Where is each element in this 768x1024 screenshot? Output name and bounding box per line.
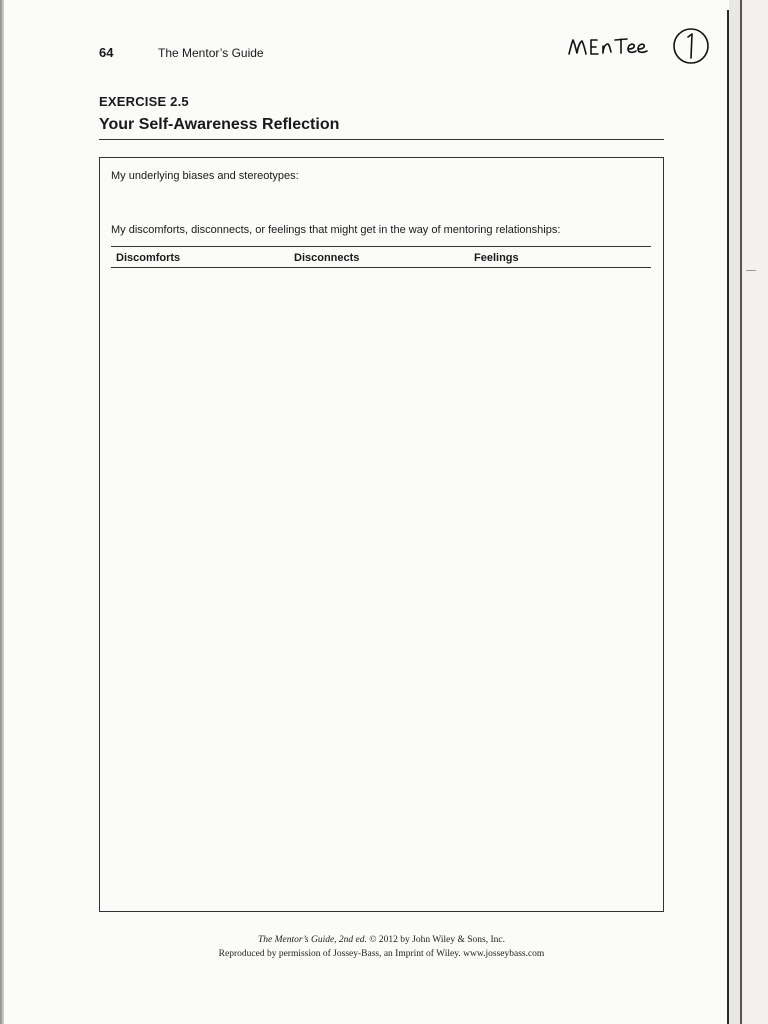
exercise-number: EXERCISE 2.5: [99, 94, 189, 109]
margin-tick: [746, 270, 756, 271]
spine-line: [727, 10, 729, 1024]
column-header-feelings: Feelings: [474, 252, 519, 264]
table-header-rule-top: [111, 246, 651, 247]
table-header-rule-bottom: [111, 267, 651, 268]
running-head: The Mentor’s Guide: [158, 46, 264, 60]
column-header-disconnects: Disconnects: [294, 252, 360, 264]
worksheet-box: [99, 157, 664, 912]
spine-shadow: [729, 0, 740, 1024]
page-number: 64: [99, 45, 114, 60]
prompt-discomforts: My discomforts, disconnects, or feelings that might get in the way of mentoring relationships:: [111, 224, 561, 236]
reproduction-line: Reproduced by permission of Jossey-Bass, an Imprint of Wiley. www.josseybass.com: [218, 949, 545, 959]
column-header-discomforts: Discomforts: [116, 252, 181, 264]
copyright-notice: [99, 933, 664, 961]
copyright-line: [99, 933, 664, 947]
adjacent-page-strip: [742, 0, 768, 1024]
exercise-title: Your Self-Awareness Reflection: [99, 116, 340, 133]
book-title: The Mentor’s Guide, 2nd ed.: [258, 935, 367, 945]
title-rule: [99, 139, 664, 140]
page-edge-shadow: [0, 0, 4, 1024]
copyright-text: © 2012 by John Wiley & Sons, Inc.: [366, 935, 505, 945]
prompt-biases: My underlying biases and stereotypes:: [111, 170, 299, 182]
handwritten-mentee-note: [565, 22, 715, 70]
